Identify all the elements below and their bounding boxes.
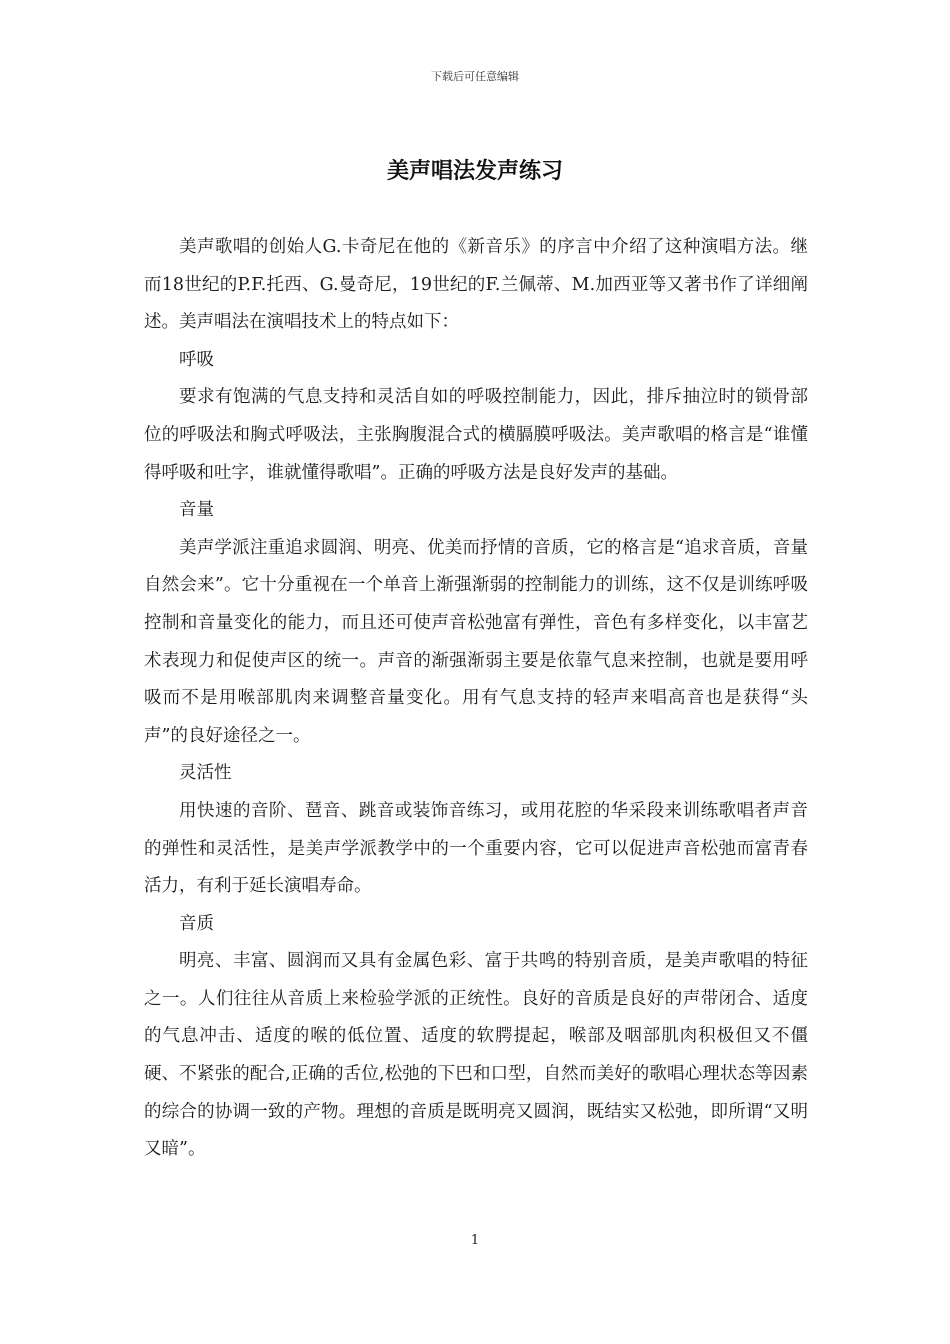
paragraph-timbre: 明亮、丰富、圆润而又具有金属色彩、富于共鸣的特别音质，是美声歌唱的特征之一。人们往往从音质上来检验学派的正统性。良好的音质是良好的声带闭合、适度的气息冲击、适度的喉的低位置、适度的软腭提起，喉部及咽部肌肉积极但又不僵硬、不紧张的配合,正确的舌位,松弛的下巴和口型，自然而美好的歌唱心理状态等因素的综合的协调一致的产物。理想的音质是既明亮又圆润，既结实又松弛，即所谓“又明又暗”。: [144, 951, 808, 1160]
section-heading-volume: 音量: [179, 500, 214, 521]
section-heading-breathing: 呼吸: [179, 349, 214, 370]
document-body: [144, 229, 808, 1169]
paragraph-agility: 用快速的音阶、琶音、跳音或装饰音练习，或用花腔的华采段来训练歌唱者声音的弹性和灵活性，是美声学派教学中的一个重要内容，它可以促进声音松弛而富青春活力，有利于延长演唱寿命。: [144, 800, 808, 897]
section-heading-agility: 灵活性: [179, 763, 232, 784]
header-note: 下载后可任意编辑: [431, 70, 519, 83]
paragraph-intro: 美声歌唱的创始人G.卡奇尼在他的《新音乐》的序言中介绍了这种演唱方法。继而18世纪的P.F.托西、G.曼奇尼，19世纪的F.兰佩蒂、M.加西亚等又著书作了详细阐述。美声唱法在演唱技术上的特点如下：: [144, 237, 808, 333]
page-number: 1: [470, 1233, 480, 1248]
section-heading-timbre: 音质: [179, 913, 214, 934]
document-title: 美声唱法发声练习: [386, 158, 563, 184]
paragraph-breathing: 要求有饱满的气息支持和灵活自如的呼吸控制能力，因此，排斥抽泣时的锁骨部位的呼吸法和胸式呼吸法，主张胸腹混合式的横膈膜呼吸法。美声歌唱的格言是“谁懂得呼吸和吐字，谁就懂得歌唱”。正确的呼吸方法是良好发声的基础。: [144, 387, 808, 483]
paragraph-volume: 美声学派注重追求圆润、明亮、优美而抒情的音质，它的格言是“追求音质，音量自然会来”。它十分重视在一个单音上渐强渐弱的控制能力的训练，这不仅是训练呼吸控制和音量变化的能力，而且还可使声音松弛富有弹性，音色有多样变化，以丰富艺术表现力和促使声区的统一。声音的渐强渐弱主要是依靠气息来控制，也就是要用呼吸而不是用喉部肌肉来调整音量变化。用有气息支持的轻声来唱高音也是获得“头声”的良好途径之一。: [144, 537, 808, 746]
